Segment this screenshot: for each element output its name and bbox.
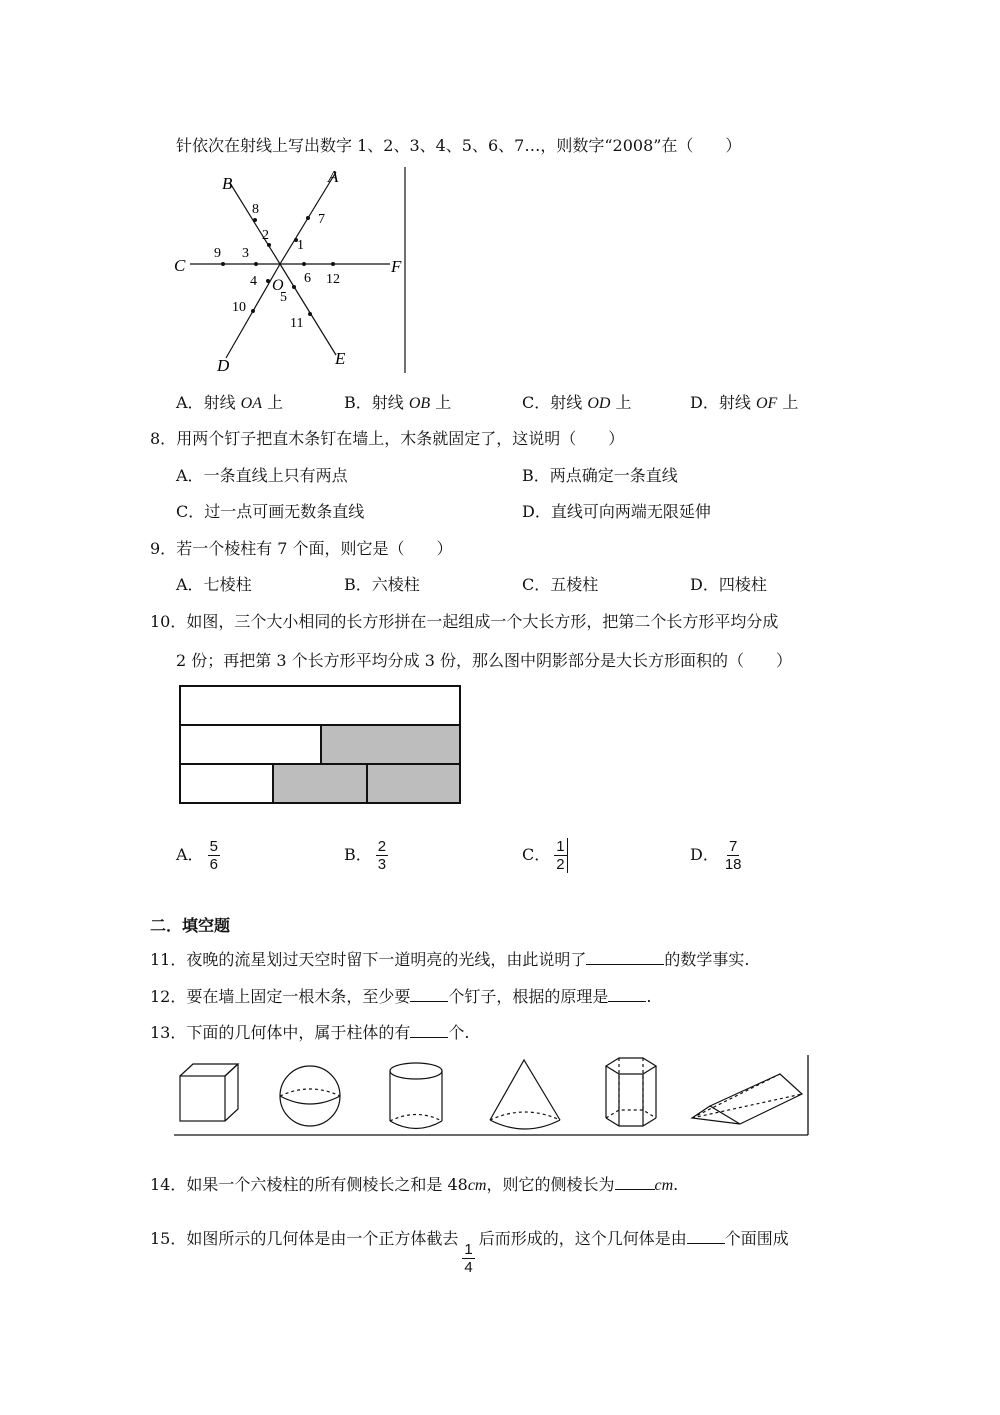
q8-option-a[interactable]: A．一条直线上只有两点: [176, 466, 348, 485]
fraction: $\frac{1}{2}$: [554, 838, 567, 873]
label-D: D: [217, 356, 230, 375]
q10-question-line2: 2 份；再把第 3 个长方形平均分成 3 份，那么图中阴影部分是大长方形面积的（ ）: [176, 651, 792, 670]
q7-option-a[interactable]: A．射线 OA 上: [176, 393, 284, 412]
q12-question: 12．要在墙上固定一根木条，至少要 个钉子，根据的原理是 .: [150, 987, 652, 1006]
fraction: $\frac{1}{4}$: [464, 1241, 473, 1276]
label-A: A: [328, 167, 339, 186]
num-1: 1: [297, 238, 304, 253]
rectangle-figure: [178, 683, 464, 807]
triangular-prism: [692, 1074, 802, 1124]
q10-question-line1: 10．如图，三个大小相同的长方形拼在一起组成一个大长方形，把第二个长方形平均分成: [150, 612, 779, 631]
q8-option-c[interactable]: C．过一点可画无数条直线: [176, 502, 365, 521]
label-E: E: [335, 349, 346, 368]
num-8: 8: [252, 202, 259, 217]
q7-text: 针依次在射线上写出数字 1、2、3、4、5、6、7…，则数字“2008”在（ ）: [176, 136, 742, 155]
q7-option-b[interactable]: B．射线 OB 上: [344, 393, 452, 412]
q10-option-b[interactable]: B． $\frac{2}{3}$: [344, 838, 387, 873]
answer-blank[interactable]: [410, 1023, 448, 1038]
answer-blank[interactable]: [410, 987, 448, 1002]
num-11: 11: [290, 316, 304, 331]
fraction: $\frac{5}{6}$: [209, 838, 218, 873]
num-7: 7: [318, 212, 325, 227]
solids-figure: [172, 1052, 814, 1140]
num-5: 5: [280, 290, 287, 305]
label-B: B: [222, 174, 233, 193]
rays-figure: [168, 163, 418, 378]
q13-question: 13．下面的几何体中，属于柱体的有 个.: [150, 1023, 470, 1042]
label-F: F: [391, 257, 402, 276]
q11-question: 11．夜晚的流星划过天空时留下一道明亮的光线，由此说明了 的数学事实.: [150, 950, 750, 969]
answer-blank[interactable]: [608, 987, 646, 1002]
cube: [180, 1064, 238, 1121]
num-10: 10: [232, 300, 246, 315]
section-title: 二．填空题: [150, 916, 231, 935]
q9-option-a[interactable]: A．七棱柱: [176, 575, 252, 594]
sphere: [280, 1066, 340, 1126]
cone: [490, 1060, 560, 1129]
cylinder: [390, 1063, 442, 1129]
num-6: 6: [304, 271, 311, 286]
q9-option-c[interactable]: C．五棱柱: [522, 575, 599, 594]
q9-option-d[interactable]: D．四棱柱: [690, 575, 767, 594]
q10-option-c[interactable]: C． $\frac{1}{2}$: [522, 838, 572, 873]
answer-blank[interactable]: [687, 1229, 725, 1244]
q14-question: 14．如果一个六棱柱的所有侧棱长之和是 48cm，则它的侧棱长为 cm.: [150, 1175, 679, 1194]
shaded-half: [321, 725, 460, 764]
q9-question: 9．若一个棱柱有 7 个面，则它是（ ）: [150, 539, 453, 558]
q9-option-b[interactable]: B．六棱柱: [344, 575, 420, 594]
q8-option-d[interactable]: D．直线可向两端无限延伸: [522, 502, 711, 521]
num-2: 2: [262, 228, 269, 243]
q7-option-c[interactable]: C．射线 OD 上: [522, 393, 632, 412]
q10-option-a[interactable]: A． $\frac{5}{6}$: [176, 838, 218, 873]
num-12: 12: [326, 272, 340, 287]
q8-option-b[interactable]: B．两点确定一条直线: [522, 466, 678, 485]
fraction: $\frac{2}{3}$: [377, 838, 387, 873]
hexagonal-prism: [606, 1058, 656, 1126]
num-3: 3: [242, 246, 249, 261]
answer-blank[interactable]: [586, 950, 664, 965]
q10-option-d[interactable]: D． $\frac{7}{18}$: [690, 838, 742, 873]
fraction: $\frac{7}{18}$: [724, 838, 742, 873]
q15-question: 15．如图所示的几何体是由一个正方体截去 $\frac{1}{4}$ 后而形成的，这个几何体是由 个面围成: [150, 1229, 789, 1276]
num-9: 9: [214, 246, 221, 261]
label-C: C: [174, 256, 186, 275]
label-O: O: [272, 277, 284, 294]
answer-blank[interactable]: [615, 1175, 655, 1190]
q7-option-d[interactable]: D．射线 OF 上: [690, 393, 799, 412]
q8-question: 8．用两个钉子把直木条钉在墙上，木条就固定了，这说明（ ）: [150, 429, 625, 448]
num-4: 4: [250, 274, 257, 289]
